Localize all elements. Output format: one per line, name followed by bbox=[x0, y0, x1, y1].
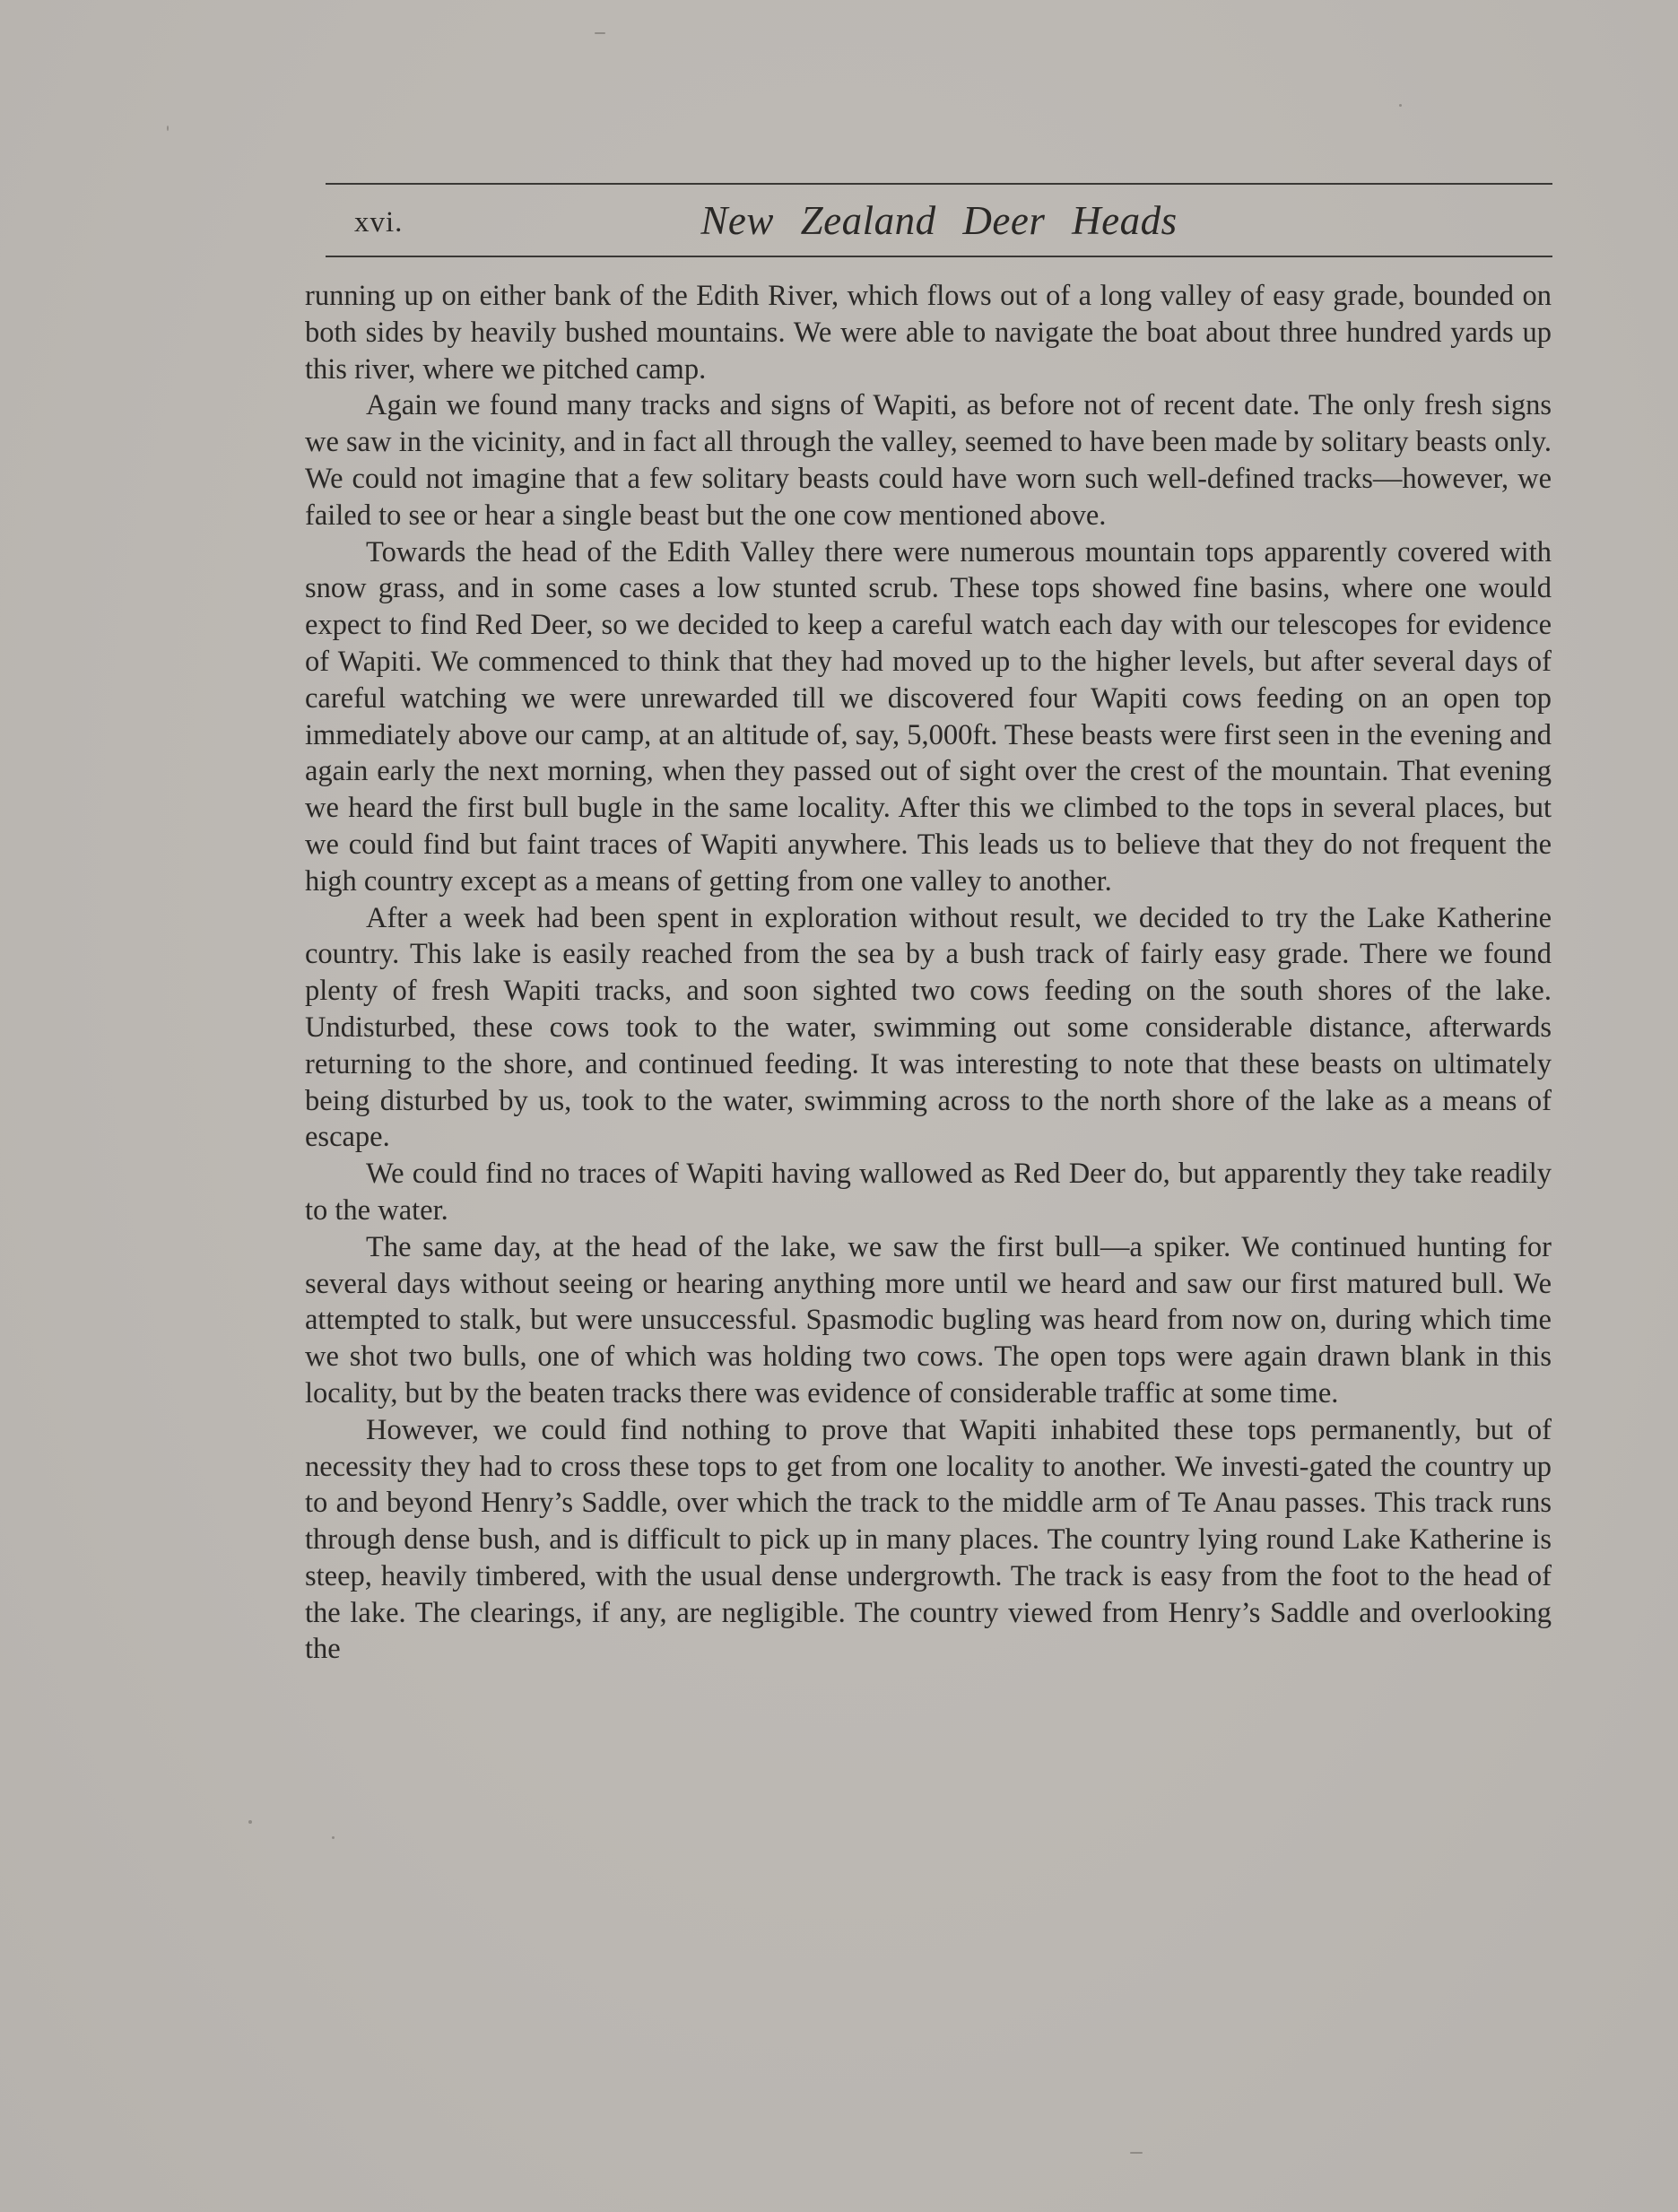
running-header bbox=[326, 190, 1552, 253]
paper-speck bbox=[248, 1820, 252, 1824]
body-text bbox=[305, 278, 1552, 1668]
paragraph: We could find no traces of Wapiti having wallowed as Red Deer do, but apparently they take readily to the water. bbox=[305, 1158, 1552, 1227]
running-title: New Zealand Deer Heads bbox=[700, 198, 1178, 243]
paragraph: running up on either bank of the Edith River, which flows out of a long valley of easy grade, bounded on both sides by heavily bushed mountains. We were able to navigate the boat about three hundred yards up this river, where we pitched camp. bbox=[305, 280, 1552, 386]
paper-speck bbox=[1130, 2152, 1143, 2154]
paragraph: Towards the head of the Edith Valley there were numerous mountain tops apparently covered with snow grass, and in some cases a low stunted scrub. These tops showed fine basins, where one would expect to find Red Deer, so we decided to keep a careful watch each day with our telescopes for evidence of Wapiti. We commenced to think that they had moved up to the higher levels, but after several days of careful watching we were unrewarded till we discovered four Wapiti cows feeding on an open top immediately above our camp, at an altitude of, say, 5,000ft. These beasts were first seen in the evening and again early the next morning, when they passed out of sight over the crest of the mountain. That evening we heard the first bull bugle in the same locality. After this we climbed to the tops in several places, but we could find but faint traces of Wapiti anywhere. This leads us to believe that they do not frequent the high country except as a means of getting from one valley to another. bbox=[305, 535, 1552, 898]
header-bottom-rule bbox=[326, 256, 1552, 257]
header-top-rule bbox=[326, 183, 1552, 185]
paragraph: However, we could find nothing to prove that Wapiti inhabited these tops permanently, but of necessity they had to cross these tops to get from one locality to another. We investi-gated the country up to and beyond Henry’s Saddle, over which the track to the middle arm of Te Anau passes. This track runs through dense bush, and is difficult to pick up in many places. The country lying round Lake Katherine is steep, heavily timbered, with the usual dense undergrowth. The track is easy from the foot to the head of the lake. The clearings, if any, are negligible. The country viewed from Henry’s Saddle and overlooking the bbox=[305, 1413, 1552, 1666]
paper-speck bbox=[595, 32, 605, 34]
paragraph: Again we found many tracks and signs of Wapiti, as before not of recent date. The only fresh signs we saw in the vicinity, and in fact all through the valley, seemed to have been made by solitary beasts only. We could not imagine that a few solitary beasts could have worn such well-defined tracks—however, we failed to see or hear a single beast but the one cow mentioned above. bbox=[305, 389, 1552, 532]
page-number: xvi. bbox=[354, 206, 404, 239]
paper-speck bbox=[1399, 104, 1402, 107]
paragraph: The same day, at the head of the lake, we saw the first bull—a spiker. We continued hunting for several days without seeing or hearing anything more until we heard and saw our first matured bull. We attempted to stalk, but were unsuccessful. Spasmodic bugling was heard from now on, during which time we shot two bulls, one of which was holding two cows. The open tops were again drawn blank in this locality, but by the beaten tracks there was evidence of considerable traffic at some time. bbox=[305, 1230, 1552, 1410]
paper-speck bbox=[167, 126, 169, 131]
paper-speck bbox=[332, 1836, 335, 1839]
paragraph: After a week had been spent in exploration without result, we decided to try the Lake Katherine country. This lake is easily reached from the sea by a bush track of fairly easy grade. There we found plenty of fresh Wapiti tracks, and soon sighted two cows feeding on the south shores of the lake. Undisturbed, these cows took to the water, swimming out some considerable distance, afterwards returning to the shore, and continued feeding. It was interesting to note that these beasts on ultimately being disturbed by us, took to the water, swimming across to the north shore of the lake as a means of escape. bbox=[305, 901, 1552, 1154]
